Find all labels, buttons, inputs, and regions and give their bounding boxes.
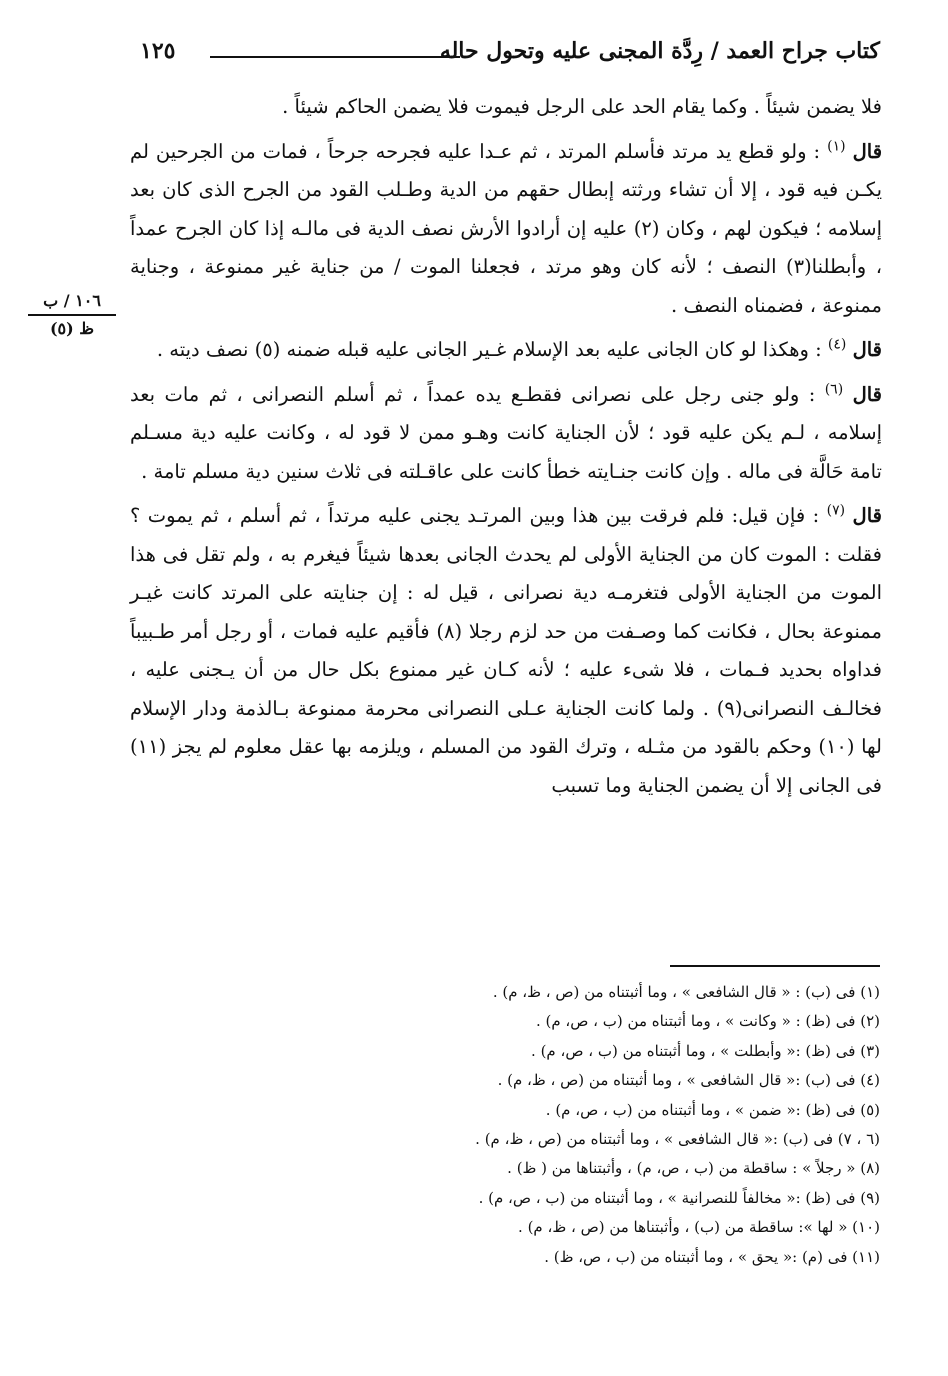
header-title: كتاب جراح العمد / رِدَّة المجنى عليه وتحول حاله: [439, 38, 880, 64]
margin-note-manuscript: ظ (٥): [49, 319, 95, 338]
paragraph: [130, 88, 882, 127]
footnote: (٨) « رجلاً » : ساقطة من (ب ، ص، م) ، وأثبتناها من ( ظ) .: [507, 1159, 880, 1178]
footnote: (٦ ، ٧) فى (ب) :« قال الشافعى » ، وما أثبتناه من (ص ، ظ، م) .: [475, 1130, 880, 1149]
footnote: (٣) فى (ظ) :« وأبطلت » ، وما أثبتناه من (ب ، ص، م) .: [531, 1041, 880, 1060]
qal-label: قال: [852, 382, 882, 406]
paragraph-text: : فإن قيل: فلم فرقت بين هذا وبين المرتـد يجنى عليه مرتداً ، ثم أسلم ، ثم يموت ؟ فقلت : الموت كان من الجناية الأولى لم يحدث الجانى بعدها شيئاً فيغرم به ، ولم تقل فى هذا الموت من الجناية الأولى فتغرمـه دية نصرانى ، قيل له : إن جنايته على المرتد كانت غيـر ممنوعة بحال ، فكانت كما وصـفت من حد لزم رجلا (٨) فأقيم عليه فمات ، أو رجل أمر طـبيباً فداواه بحديد فـمات ، فلا شىء عليه ؛ لأنه كـان غير ممنوع بكل حال من أن يـجنى عليه ، فخالـف النصرانى(٩) . ولما كانت الجناية عـلى النصرانى محرمة ممنوعة بـالذمة ودار الإسلام لها (١٠) وحكم بالقود من مثـله ، وترك القود من المسلم ، ويلزمه بها عقل معلوم لم يجز (١١) فى الجانى إلا أن يضمن الجناية وما تسبب: [130, 504, 882, 797]
paragraph-text: : ولو قطع يد مرتد فأسلم المرتد ، ثم عـدا عليه فجرحه جرحاً ، فمات من الجرحين لم يكـن فيه قود ، إلا أن تشاء ورثته إبطال حقهم من الدية وطـلب القود من الجرح الذى كان بعد إسلامه ؛ فيكون لهم ، وكان (٢) عليه إن أرادوا الأرش نصف الدية فى مالـه إذا كان الجرح عمداً ، وأبطلنا(٣) النصف ؛ لأنه كان وهو مرتد ، فجعلنا الموت / من جناية غير ممنوعة ، وجناية ممنوعة ، فضمناه النصف .: [130, 139, 882, 317]
footnote: (٥) فى (ظ) :« ضمن » ، وما أثبتناه من (ب ، ص، م) .: [545, 1100, 880, 1119]
paragraph: [130, 497, 882, 805]
page-number: ١٢٥: [140, 38, 176, 64]
qal-label: قال: [852, 139, 883, 163]
footnotes: [240, 978, 880, 1272]
margin-note-rule: [28, 314, 116, 316]
margin-note-folio: ١٠٦ / ب: [43, 291, 101, 310]
note-ref: (٧): [826, 502, 846, 519]
paragraph-text: : ولو جنى رجل على نصرانى فقطـع يده عمداً ، ثم أسلم النصرانى ، ثم مات بعد إسلامه ، لـم يكن عليه قود ؛ لأن الجناية كانت وهـو ممن لا قود له ، وكانت عليه دية مسـلم تامة حَالَّة فى ماله . وإن كانت جنـايته خطأ كانت على عاقـلته فى ثلاث سنين دية مسلم تامة .: [130, 382, 882, 483]
paragraph-text: فلا يضمن شيئاً . وكما يقام الحد على الرجل فيموت فلا يضمن الحاكم شيئاً .: [282, 95, 882, 118]
paragraph: [130, 331, 882, 370]
main-text: [130, 88, 882, 811]
note-ref: (١): [827, 138, 846, 154]
qal-label: قال: [852, 504, 882, 527]
margin-note: [22, 290, 122, 340]
footnote-rule: [670, 965, 880, 967]
paragraph-text: : وهكذا لو كان الجانى عليه بعد الإسلام غـير الجانى عليه قبله ضمنه (٥) نصف ديته .: [156, 338, 822, 361]
running-header: [140, 38, 880, 74]
note-ref: (٤): [827, 336, 847, 353]
header-rule: [210, 56, 460, 58]
footnote: (٢) فى (ظ) : « وكانت » ، وما أثبتناه من (ب ، ص، م) .: [535, 1012, 880, 1031]
footnote: (١٠) « لها »: ساقطة من (ب) ، وأثبتناها من (ص ، ظ، م) .: [518, 1218, 880, 1237]
footnote: (٤) فى (ب) :« قال الشافعى » ، وما أثبتناه من (ص ، ظ، م) .: [497, 1071, 880, 1090]
paragraph: [130, 376, 882, 492]
note-ref: (٦): [824, 381, 844, 397]
footnote: (١) فى (ب) : « قال الشافعى » ، وما أثبتناه من (ص ، ظ، م) .: [492, 983, 880, 1001]
qal-label: قال: [852, 338, 882, 361]
footnote: (١١) فى (م) :« يحق » ، وما أثبتناه من (ب ، ص، ظ) .: [544, 1247, 880, 1266]
paragraph: [130, 133, 882, 326]
footnote: (٩) فى (ظ) :« مخالفاً للنصرانية » ، وما أثبتناه من (ب ، ص، م) .: [478, 1188, 880, 1207]
